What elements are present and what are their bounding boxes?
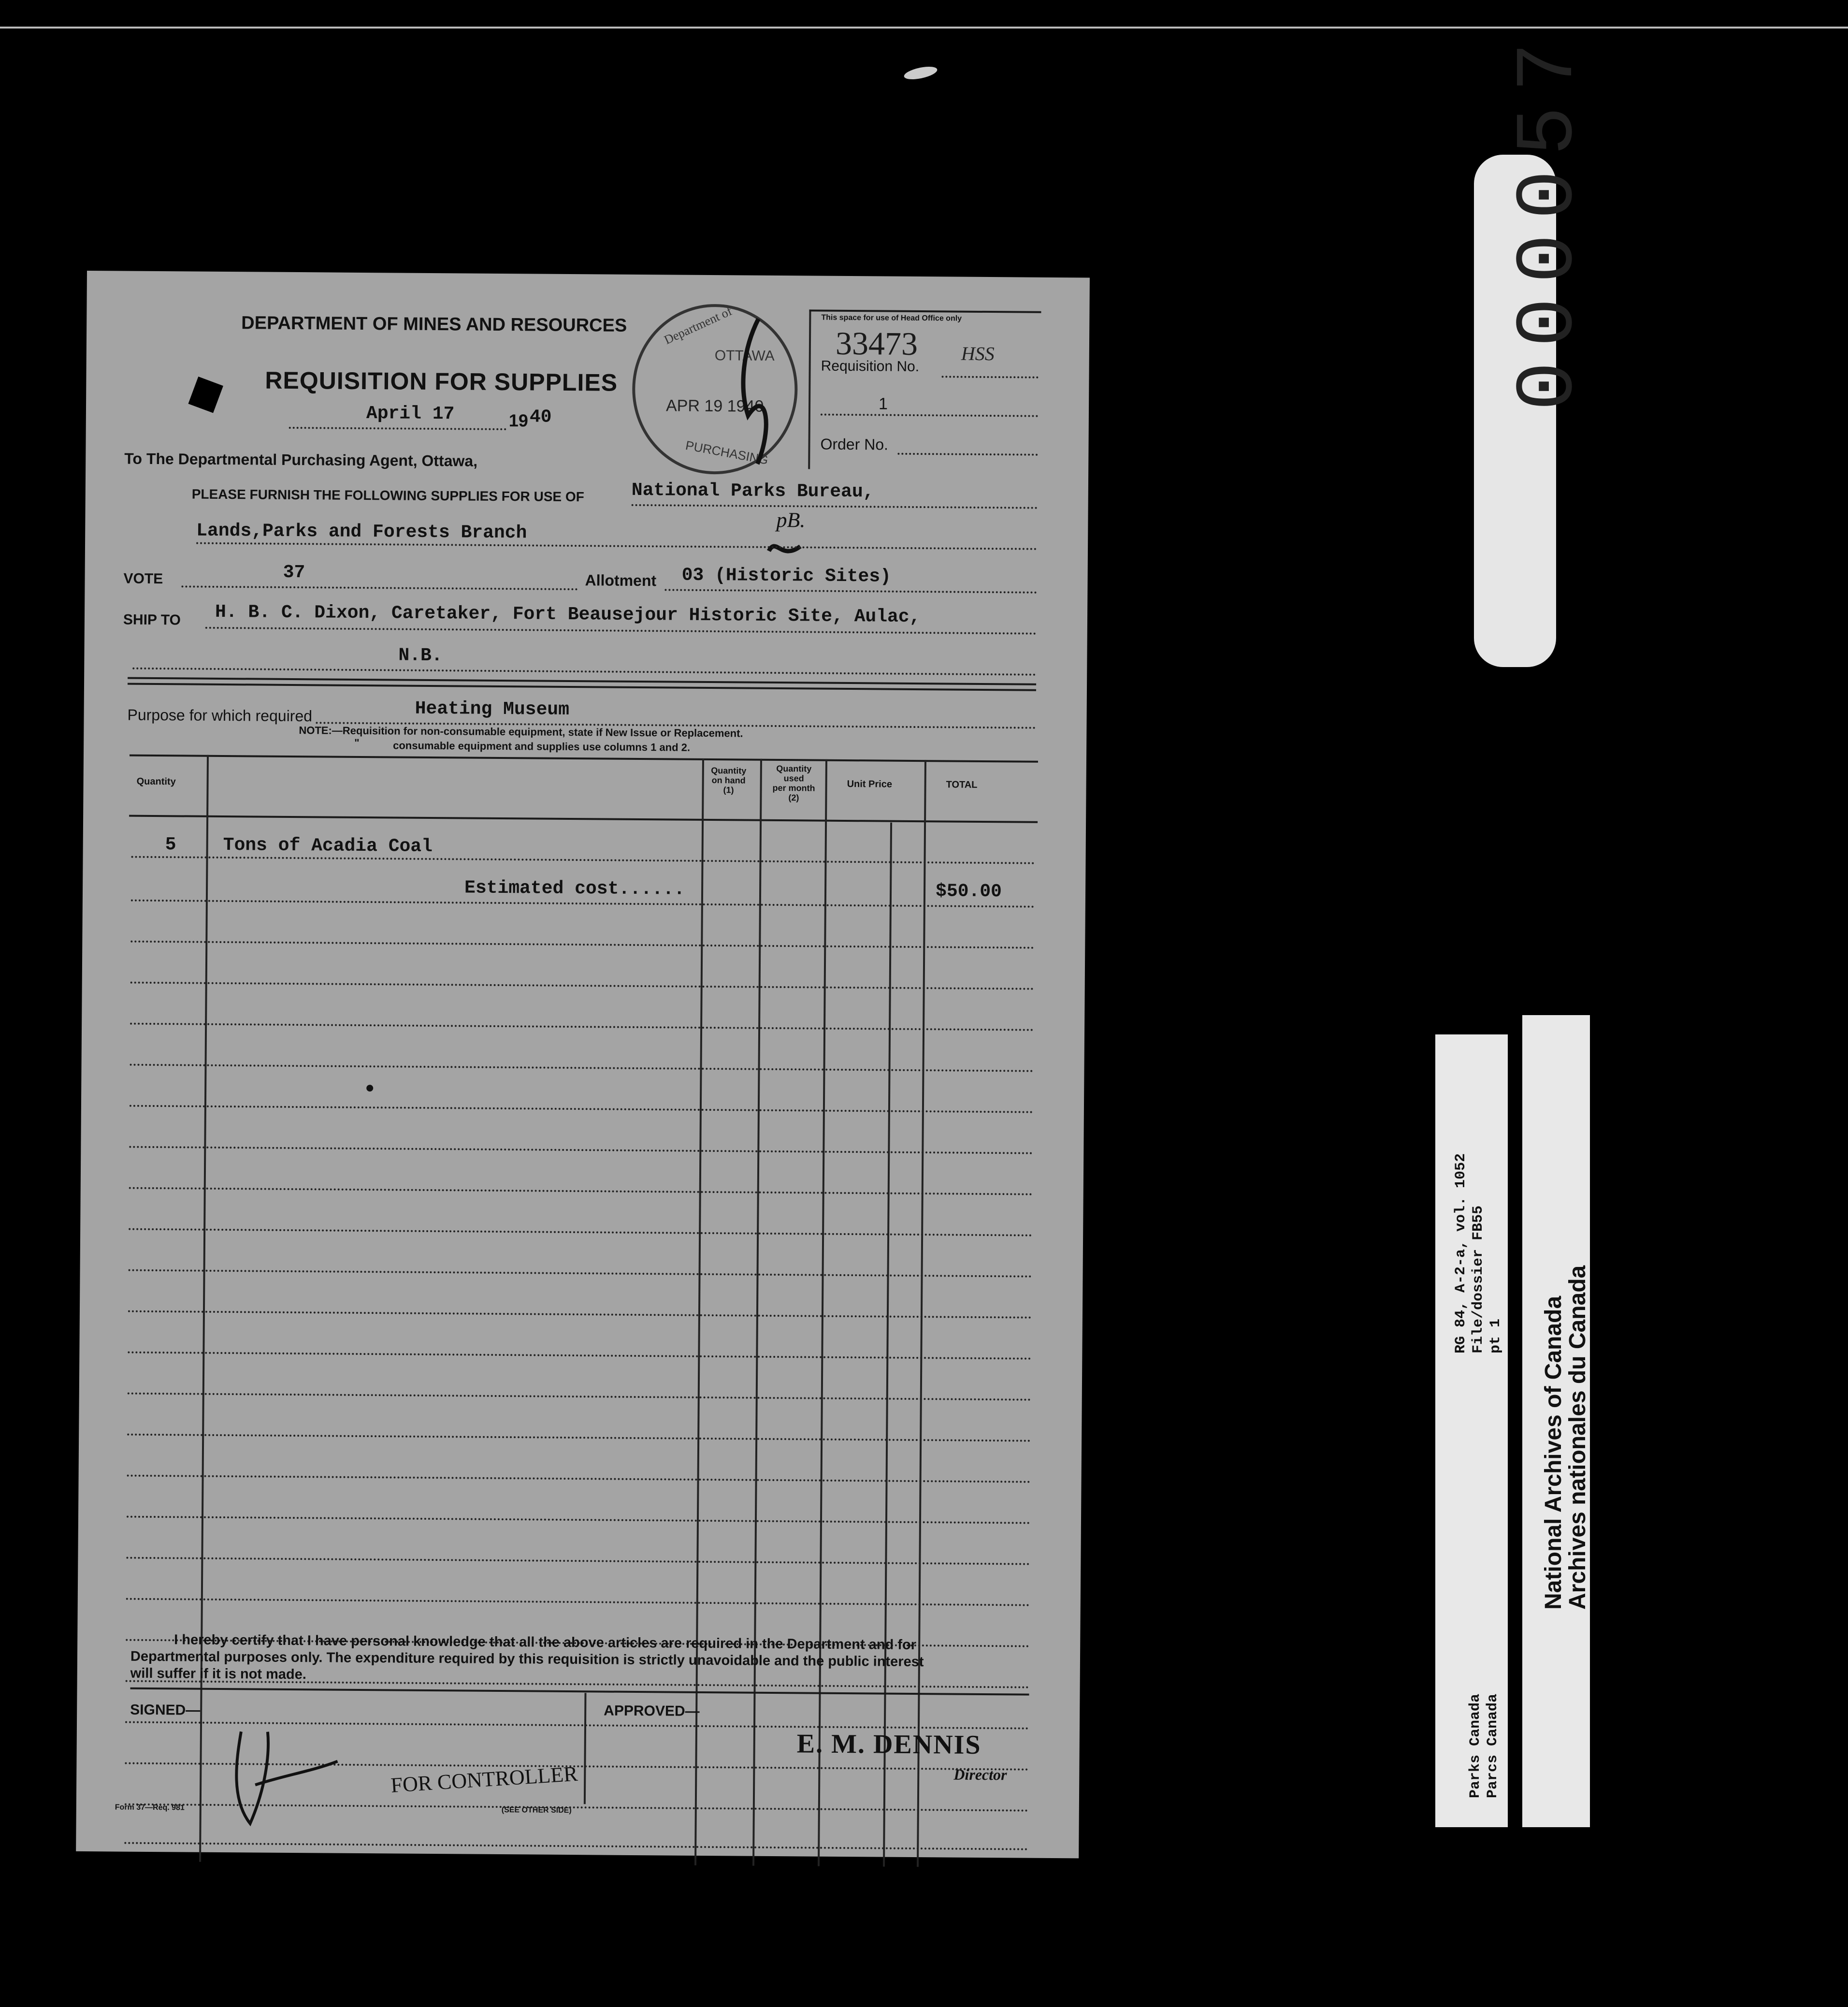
agency-line-2: Parcs Canada [1485, 1693, 1501, 1798]
to-line: To The Departmental Purchasing Agent, Ottawa, [124, 450, 478, 470]
head-office-middle-value: 1 [878, 394, 888, 413]
table-row [127, 1434, 1031, 1442]
certification-bottom-border [130, 1687, 1029, 1696]
allotment-label: Allotment [585, 571, 657, 590]
col-divider-used [818, 759, 827, 1866]
table-row [126, 1557, 1030, 1565]
col-used-3: per month [772, 783, 815, 793]
col-divider-cents [883, 823, 892, 1867]
certification-line-1: I hereby certify that I have personal knowledge that all the above articles are required in the Department and for [174, 1632, 917, 1653]
archives-name-fr: Archives nationales du Canada [1565, 1265, 1590, 1610]
ship-to-line-2 [132, 668, 1036, 676]
sign-approve-divider [584, 1693, 587, 1804]
furnish-label: PLEASE FURNISH THE FOLLOWING SUPPLIES FOR USE OF [191, 486, 584, 505]
order-no-line [897, 453, 1038, 456]
col-on-hand-2: on hand [711, 775, 746, 785]
purpose-label: Purpose for which required [127, 706, 313, 725]
requisition-annotation: HSS [961, 342, 995, 365]
table-header-border [129, 815, 1038, 823]
allotment-value: 03 (Historic Sites) [681, 565, 892, 587]
item-description: Tons of Acadia Coal [223, 834, 433, 858]
col-divider-desc [694, 758, 704, 1865]
table-top-border [130, 755, 1038, 763]
vote-value: 37 [283, 562, 305, 583]
col-on-hand-1: Quantity [711, 766, 747, 776]
ship-to-label: SHIP TO [123, 611, 181, 628]
col-on-hand-3: (1) [723, 785, 734, 795]
col-divider-price [917, 760, 926, 1867]
col-divider-qty [199, 755, 209, 1862]
reference-line-3: pt 1 [1487, 1318, 1504, 1353]
order-no-label: Order No. [820, 435, 889, 453]
head-office-middle-line [821, 414, 1038, 417]
ship-to-value-1: H. B. C. Dixon, Caretaker, Fort Beausejour Historic Site, Aulac, [215, 601, 921, 628]
agency-line-1: Parks Canada [1467, 1693, 1484, 1798]
table-row [127, 1475, 1031, 1483]
archive-reference [1452, 1153, 1504, 1353]
col-used-1: Quantity [776, 763, 812, 774]
signed-label: SIGNED— [130, 1702, 201, 1718]
vote-label: VOTE [123, 570, 163, 587]
table-row [130, 941, 1034, 949]
reference-line-2: File/dossier FB55 [1470, 1205, 1487, 1353]
certification-line-3: will suffer if it is not made. [130, 1665, 307, 1683]
see-other-side: (SEE OTHER SIDE) [501, 1806, 572, 1815]
ship-to-line-1 [205, 627, 1037, 635]
table-row [127, 1516, 1030, 1524]
table-row [129, 1228, 1032, 1236]
allotment-line [664, 589, 1037, 593]
agency-name [1467, 1694, 1502, 1798]
stamp-top-text: Department of [662, 304, 735, 347]
year-prefix: 19 [508, 410, 529, 431]
ink-blot [188, 377, 223, 413]
signature [221, 1712, 347, 1834]
vote-line [181, 585, 578, 590]
table-row [128, 1393, 1031, 1401]
table-row [128, 1352, 1031, 1360]
form-number: Form 37—Req. 981 [115, 1803, 185, 1812]
ship-to-value-2: N.B. [398, 645, 443, 667]
requisition-form [76, 271, 1090, 1858]
initials-scribble [684, 309, 812, 581]
note-line-2: consumable equipment and supplies use columns 1 and 2. [393, 739, 691, 754]
item-quantity: 5 [165, 834, 176, 856]
stamp-bottom-text: PURCHASING [684, 437, 770, 467]
ink-dot [366, 1085, 373, 1091]
date-line [289, 427, 506, 430]
col-used-2: used [783, 773, 804, 784]
archives-name [1542, 1265, 1590, 1610]
table-row [129, 1187, 1033, 1195]
approver-title: Director [953, 1765, 1007, 1784]
requisition-no-label: Requisition No. [821, 358, 920, 375]
col-quantity: Quantity [136, 776, 176, 787]
col-total: TOTAL [946, 779, 978, 790]
archives-name-en: National Archives of Canada [1541, 1295, 1566, 1610]
note-ditto: " [354, 736, 360, 749]
estimate-total: $50.00 [935, 881, 1002, 902]
table-row [130, 982, 1034, 990]
handwritten-initials: pB. [776, 508, 806, 532]
approver-name: E. M. DENNIS [796, 1729, 982, 1760]
form-title: REQUISITION FOR SUPPLIES [265, 366, 618, 396]
furnish-value-1: National Parks Bureau, [631, 480, 874, 503]
strip-number: 000057 [1503, 28, 1596, 411]
certification-line-2: Departmental purposes only. The expenditure required by this requisition is strictly unavoidable and the public interest [130, 1648, 924, 1670]
reference-line-1: RG 84, A-2-a, vol. 1052 [1453, 1153, 1469, 1353]
table-row [129, 1146, 1033, 1154]
col-divider-onhand [752, 759, 762, 1866]
furnish-value-2: Lands,Parks and Forests Branch [196, 520, 527, 544]
head-office-caption: This space for use of Head Office only [821, 313, 962, 323]
purpose-value: Heating Museum [415, 698, 570, 720]
stamp-date: APR 19 1940 [665, 396, 764, 416]
table-row [128, 1310, 1032, 1319]
head-office-box-top [809, 309, 1041, 313]
film-speck [903, 64, 938, 82]
table-row [130, 1023, 1034, 1031]
estimate-label: Estimated cost...... [464, 877, 685, 900]
requisition-number: 33473 [835, 324, 918, 363]
table-row [130, 1064, 1034, 1072]
note-line-1: NOTE:—Requisition for non-consumable equipment, state if New Issue or Replacement. [299, 724, 743, 740]
table-row [131, 900, 1035, 908]
table-row [130, 1105, 1033, 1113]
col-used-4: (2) [788, 793, 799, 803]
col-used [762, 764, 825, 803]
year-suffix: 40 [529, 407, 552, 428]
table-row [124, 1842, 1028, 1850]
col-unit-price: Unit Price [847, 779, 893, 790]
requisition-no-line [941, 376, 1038, 378]
for-controller-stamp: FOR CONTROLLER [390, 1761, 578, 1797]
department-heading: DEPARTMENT OF MINES AND RESOURCES [241, 313, 627, 336]
date-value: April 17 [366, 403, 455, 425]
furnish-line-2 [196, 542, 1037, 550]
table-row [129, 1269, 1032, 1278]
approved-label: APPROVED— [604, 1702, 700, 1719]
col-on-hand [702, 766, 755, 795]
stamp-city: OTTAWA [714, 348, 775, 364]
table-row [131, 856, 1035, 864]
table-row [126, 1598, 1030, 1606]
